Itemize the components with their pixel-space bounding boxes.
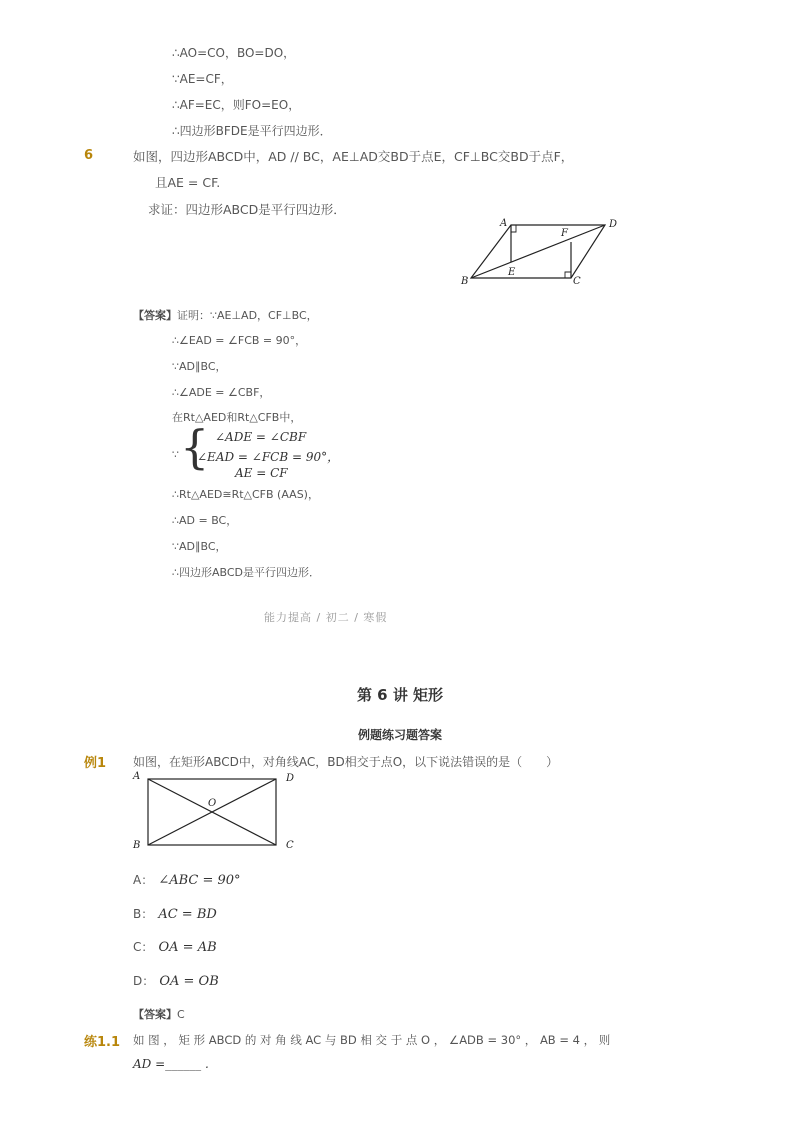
answer-line-3: ∵AD∥BC，: [172, 360, 227, 373]
label-a: A: [500, 218, 508, 229]
question-condition: 且AE = CF.: [155, 175, 221, 190]
example-answer-value: C: [177, 1008, 185, 1021]
answer-line-2: ∴∠EAD = ∠FCB = 90°，: [172, 334, 307, 347]
option-b-text: AC = BD: [158, 907, 217, 922]
label-c: C: [573, 276, 581, 287]
proof-line-1: ∴AO=CO，BO=DO，: [172, 46, 296, 60]
answer-line-6: ∴Rt△AED≅Rt△CFB (AAS)，: [172, 488, 319, 501]
answer-line-1: 【答案】证明：∵AE⊥AD，CF⊥BC，: [133, 309, 318, 322]
answer-line-9: ∴四边形ABCD是平行四边形．: [172, 566, 321, 579]
option-c: [133, 936, 217, 955]
question-prove: 求证：四边形ABCD是平行四边形．: [148, 202, 346, 217]
right-angle-c: [565, 272, 571, 278]
label-b: B: [133, 840, 141, 851]
label-d: D: [286, 773, 295, 784]
example-label: 例1: [84, 756, 107, 771]
practice-blank: AD =______ .: [133, 1057, 209, 1071]
option-d: [133, 970, 219, 989]
practice-label: 练1.1: [84, 1035, 121, 1050]
example-answer-tag: 【答案】: [133, 1008, 177, 1021]
system-eq-3: AE = CF: [235, 466, 288, 480]
proof-line-4: ∴四边形BFDE是平行四边形．: [172, 124, 332, 138]
option-b: [133, 903, 217, 922]
question-number: 6: [84, 148, 94, 163]
proof-line-3: ∴AF=EC，则FO=EO，: [172, 98, 301, 112]
option-b-key: B：: [133, 907, 154, 921]
option-c-text: OA = AB: [158, 940, 217, 955]
option-a-text: ∠ABC = 90°: [158, 873, 241, 888]
option-a: [133, 869, 241, 888]
option-d-key: D：: [133, 974, 155, 988]
label-o: O: [208, 798, 217, 809]
section-title: 例题练习题答案: [357, 728, 442, 742]
system-eq-1: ∠ADE = ∠CBF: [215, 430, 307, 444]
answer-line-5: 在Rt△AED和Rt△CFB中，: [172, 411, 302, 424]
label-e: E: [508, 267, 516, 278]
right-angle-a: [511, 225, 516, 232]
option-d-text: OA = OB: [159, 974, 219, 989]
practice-question: 如 图 ， 矩 形 ABCD 的 对 角 线 AC 与 BD 相 交 于 点 O ， ∠ADB = 30° ， AB = 4 ， 则: [133, 1033, 611, 1047]
option-c-key: C：: [133, 940, 154, 954]
example-answer: [133, 1006, 185, 1022]
page-footer: 能力提高 / 初二 / 寒假: [264, 611, 388, 624]
label-b: B: [461, 276, 469, 287]
answer-tag: 【答案】: [133, 309, 177, 322]
label-c: C: [286, 840, 294, 851]
system-because: ∵: [172, 448, 179, 461]
lecture-title: 第 6 讲 矩形: [356, 686, 444, 704]
system-eq-2: ∠EAD = ∠FCB = 90°，: [197, 450, 340, 464]
system-brace: {: [180, 420, 210, 474]
label-f: F: [561, 228, 568, 239]
option-a-key: A：: [133, 873, 154, 887]
label-d: D: [609, 219, 618, 230]
example-question: 如图，在矩形ABCD中，对角线AC，BD相交于点O，以下说法错误的是（ ）: [133, 755, 559, 769]
label-a: A: [133, 771, 141, 782]
answer-line-7: ∴AD = BC，: [172, 514, 238, 527]
proof-line-2: ∵AE=CF，: [172, 72, 233, 86]
question-text: 如图，四边形ABCD中，AD // BC，AE⊥AD交BD于点E，CF⊥BC交BD于点F，: [133, 149, 574, 164]
parallelogram-figure: [455, 213, 625, 293]
answer-line-8: ∵AD∥BC，: [172, 540, 227, 553]
answer-line-4: ∴∠ADE = ∠CBF，: [172, 386, 271, 399]
rectangle-figure: [130, 770, 300, 852]
